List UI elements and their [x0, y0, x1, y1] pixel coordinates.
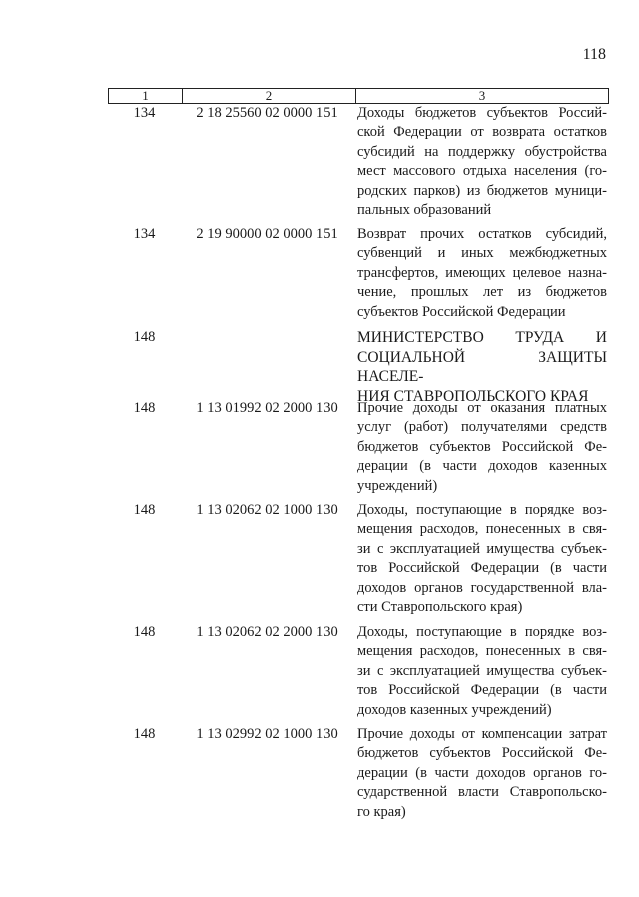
- budget-code: 2 18 25560 02 0000 151: [196, 105, 338, 121]
- description-line: Возврат прочих остатков субсидий,: [357, 226, 607, 242]
- description-line: Прочие доходы от компенсации затрат: [357, 726, 607, 742]
- admin-code: 148: [133, 502, 156, 518]
- description-line: зи с эксплуатацией имущества субъек-: [357, 540, 607, 557]
- description-line: учреждений): [357, 477, 438, 494]
- description-line: сударственной власти Ставропольско-: [357, 784, 607, 801]
- admin-code: 148: [133, 726, 156, 742]
- income-description: [357, 623, 607, 720]
- description-line: доходов органов государственной вла-: [357, 579, 607, 596]
- description-line: родских парков) из бюджетов муници-: [357, 182, 607, 199]
- header-col-1: 1: [109, 89, 183, 103]
- income-description: [357, 104, 607, 220]
- description-line: дерации (в части доходов казенных: [357, 458, 607, 475]
- budget-code: 1 13 02062 02 1000 130: [196, 502, 338, 518]
- description-line: мещения расходов, понесенных в свя-: [357, 521, 607, 538]
- description-line: бюджетов субъектов Российской Фе-: [357, 745, 607, 762]
- admin-code: 148: [133, 329, 156, 345]
- admin-code: 134: [133, 226, 156, 242]
- page-number: 118: [582, 46, 606, 63]
- budget-code: 1 13 01992 02 2000 130: [196, 400, 338, 416]
- description-line: СОЦИАЛЬНОЙ ЗАЩИТЫ НАСЕЛЕ-: [357, 348, 607, 386]
- description-line: тов Российской Федерации (в части: [357, 682, 607, 699]
- description-line: Доходы, поступающие в порядке воз-: [357, 624, 607, 640]
- budget-code: 1 13 02062 02 2000 130: [196, 624, 338, 640]
- description-line: тов Российской Федерации (в части: [357, 560, 607, 577]
- description-line: субвенций и иных межбюджетных: [357, 245, 607, 262]
- description-line: зи с эксплуатацией имущества субъек-: [357, 662, 607, 679]
- description-line: субсидий на поддержку обустройства: [357, 143, 607, 160]
- description-line: мещения расходов, понесенных в свя-: [357, 643, 607, 660]
- description-line: мест массового отдыха населения (го-: [357, 163, 607, 180]
- description-line: пальных образований: [357, 202, 492, 219]
- description-line: субъектов Российской Федерации: [357, 303, 566, 320]
- description-line: Доходы бюджетов субъектов Россий-: [357, 105, 607, 121]
- income-description: [357, 399, 607, 496]
- description-line: доходов казенных учреждений): [357, 701, 552, 718]
- description-line: трансфертов, имеющих целевое назна-: [357, 264, 607, 281]
- description-line: услуг (работ) получателями средств: [357, 419, 607, 436]
- description-line: сти Ставропольского края): [357, 599, 523, 616]
- admin-code: 134: [133, 105, 156, 121]
- budget-code: 2 19 90000 02 0000 151: [196, 226, 338, 242]
- description-line: ской Федерации от возврата остатков: [357, 124, 607, 141]
- header-col-2: 2: [183, 89, 356, 103]
- ministry-title: [357, 328, 607, 406]
- admin-code: 148: [133, 624, 156, 640]
- income-description: [357, 501, 607, 617]
- description-line: го края): [357, 803, 406, 820]
- description-line: НИЯ СТАВРОПОЛЬСКОГО КРАЯ: [357, 387, 589, 405]
- description-line: дерации (в части доходов органов го-: [357, 764, 607, 781]
- admin-code: 148: [133, 400, 156, 416]
- description-line: МИНИСТЕРСТВО ТРУДА И: [357, 329, 607, 346]
- income-description: [357, 225, 607, 322]
- header-col-3: 3: [478, 88, 486, 103]
- budget-code: 1 13 02992 02 1000 130: [196, 726, 338, 742]
- income-description: [357, 725, 607, 822]
- description-line: бюджетов субъектов Российской Фе-: [357, 438, 607, 455]
- description-line: Прочие доходы от оказания платных: [357, 400, 607, 416]
- table-header: [108, 88, 609, 104]
- description-line: чение, прошлых лет из бюджетов: [357, 284, 607, 301]
- description-line: Доходы, поступающие в порядке воз-: [357, 502, 607, 518]
